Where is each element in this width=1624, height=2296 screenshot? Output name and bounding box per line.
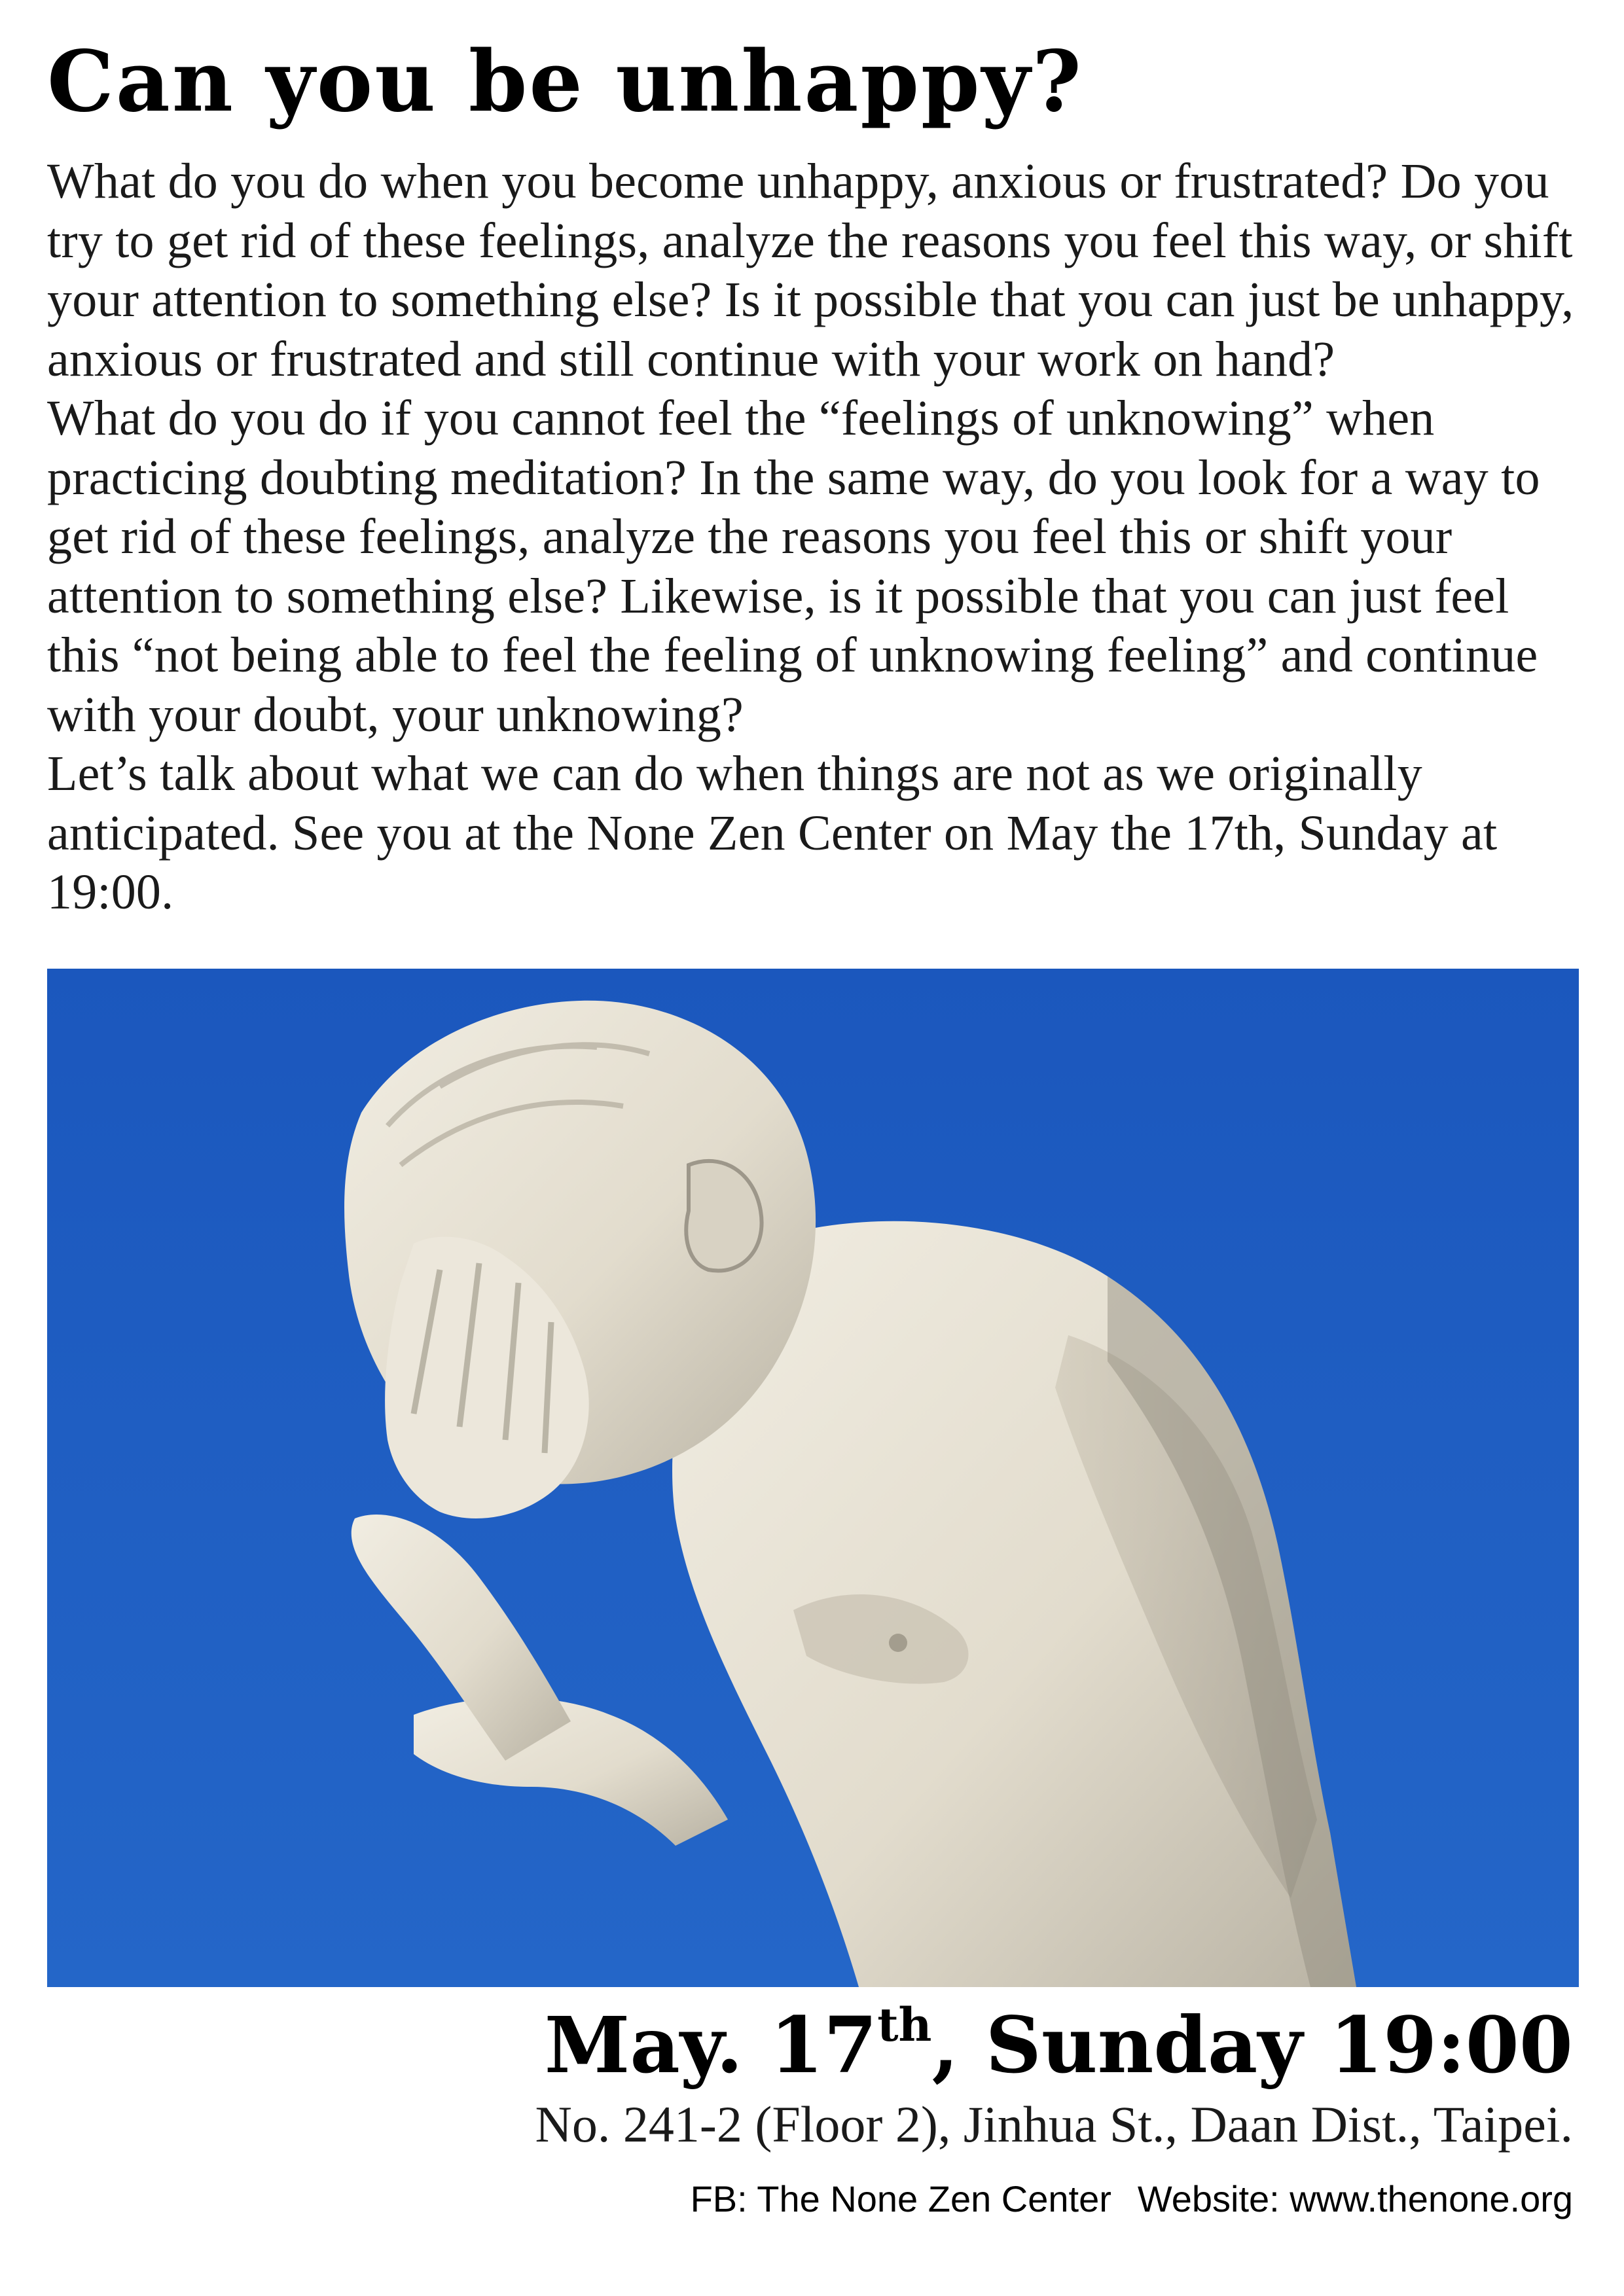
- paragraph-invitation: Let’s talk about what we can do when things are not as we originally anticipated. See you at the None Zen Center on May the 17th, Sunday at 19:00.: [47, 746, 1498, 920]
- event-date-suffix: th: [877, 1998, 932, 2052]
- contact-line: [691, 2173, 1573, 2225]
- poster-title: Can you be unhappy?: [47, 33, 1083, 131]
- event-datetime: [545, 1996, 1573, 2094]
- paragraph-meditation: What do you do if you cannot feel the “feelings of unknowing” when practicing doubting meditation? In the same way, do you look for a way to get rid of these feelings, analyze the reasons you feel this or shift your attention to something else? Likewise, is it possible that you can just feel this “not being able to feel the feeling of unknowing feeling” and continue with your doubt, your unknowing?: [47, 391, 1540, 742]
- venue-address: No. 241-2 (Floor 2), Jinhua St., Daan Dist., Taipei.: [535, 2096, 1573, 2153]
- event-date-rest: , Sunday 19:00: [931, 2000, 1573, 2090]
- body-text: [47, 152, 1592, 922]
- statue-illustration: [47, 969, 1579, 1987]
- paragraph-intro: What do you do when you become unhappy, anxious or frustrated? Do you try to get rid of these feelings, analyze the reasons you feel this way, or shift your attention to something else? Is it possible that you can just be unhappy, anxious or frustrated and still continue with your work on hand?: [47, 154, 1574, 387]
- event-date-prefix: May. 17: [544, 2000, 878, 2090]
- website-link[interactable]: Website: www.thenone.org: [1137, 2178, 1573, 2219]
- statue-photo: [47, 969, 1579, 1987]
- facebook-link[interactable]: FB: The None Zen Center: [690, 2178, 1111, 2219]
